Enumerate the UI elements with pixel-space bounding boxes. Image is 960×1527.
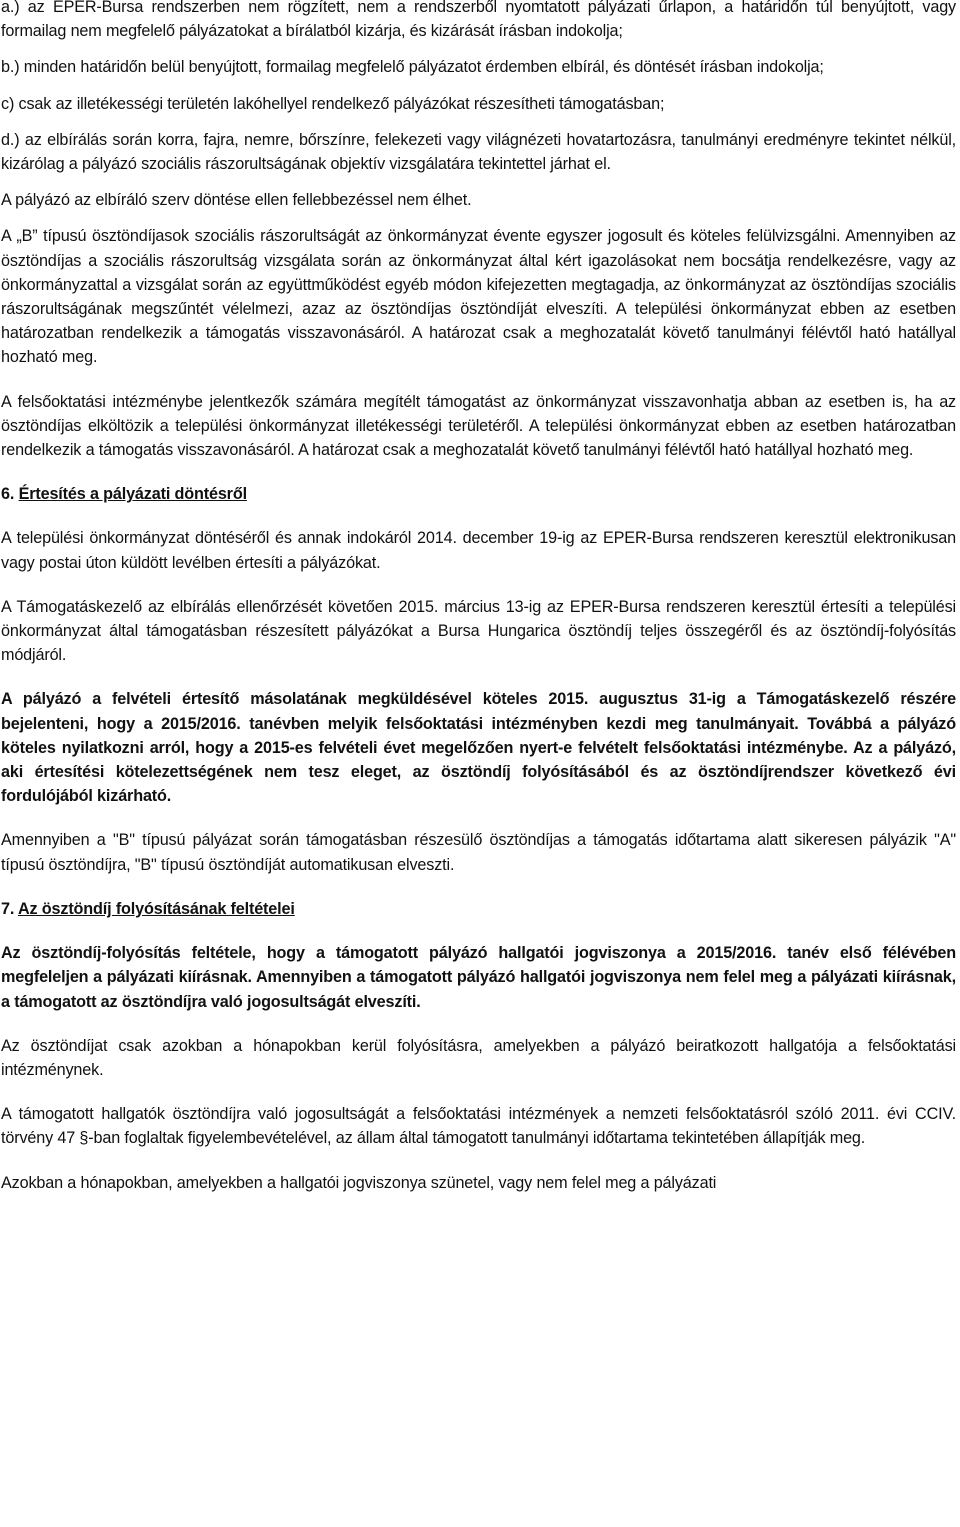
section-number-7: 7. (1, 899, 15, 918)
section-title-6: Értesítés a pályázati döntésről (18, 485, 247, 504)
paragraph-admission-notice: A pályázó a felvételi értesítő másolatának megküldésével köteles 2015. augusztus 31-ig a Támogatáskezelő részére bejelenteni, hogy a 2015/2016. tanévben melyik felsőoktatási intézményben kezdi meg tanulmányait. Továbbá a pályázó köteles nyilatkozni arról, hogy a 2015-es felvételi évet megelőzően nyert-e felvételt felsőoktatási intézménybe. Az a pályázó, aki értesítési kötelezettségének nem tesz eleget, az ösztöndíj folyósításából és az ösztöndíjrendszer következő évi fordulójából kizárható. (1, 690, 956, 806)
list-item-b: b.) minden határidőn belül benyújtott, formailag megfelelő pályázatot érdemben elbírál, és döntését írásban indokolja; (1, 58, 824, 77)
paragraph-payment-months: Az ösztöndíjat csak azokban a hónapokban kerül folyósításra, amelyekben a pályázó beiratkozott hallgatója a felsőoktatási intézménynek. (1, 1036, 956, 1079)
list-item-d: d.) az elbírálás során korra, fajra, nemre, bőrszínre, felekezeti vagy világnézeti hovatartozásra, tanulmányi eredményre tekintet nélkül, kizárólag a pályázó szociális rászorultságának objektív vizsgálatára tekintettel járhat el. (1, 130, 956, 174)
list-item-a: a.) az EPER-Bursa rendszerben nem rögzített, nem a rendszerből nyomtatott pályázati űrlapon, a határidőn túl benyújtott, vagy formailag nem megfelelő pályázatokat a bírálatból kizárja, és kizárását írásban indokolja; (1, 0, 956, 41)
paragraph-eligibility-months: A támogatott hallgatók ösztöndíjra való jogosultságát a felsőoktatási intézmények a nemzeti felsőoktatásról szóló 2011. évi CCIV. törvény 47 §-ban foglaltak figyelembevételével, az állam által támogatott tanulmányi időtartama tekintetében állapítják meg. (1, 1105, 956, 1148)
paragraph-notify-applicants: A települési önkormányzat döntéséről és annak indokáról 2014. december 19-ig az EPER-Bursa rendszeren keresztül elektronikusan vagy postai úton küldött levélben értesíti a pályázókat. (1, 529, 956, 572)
section-heading-7 (1, 897, 956, 921)
section-number-6: 6. (1, 485, 15, 504)
paragraph-suspended-months: Azokban a hónapokban, amelyekben a hallgatói jogviszonya szünetel, vagy nem felel meg a pályázati (1, 1173, 717, 1192)
paragraph-payment-condition: Az ösztöndíj-folyósítás feltétele, hogy a támogatott pályázó hallgatói jogviszonya a 2015/2016. tanév első félévében megfeleljen a pályázati kiírásnak. Amennyiben a támogatott pályázó hallgatói jogviszonya nem felel meg a pályázati kiírásnak, a támogatott az ösztöndíjra való jogosultságát elveszíti. (1, 944, 956, 1011)
paragraph-b-type-review: A „B” típusú ösztöndíjasok szociális rászorultságát az önkormányzat évente egyszer jogosult és köteles felülvizsgálni. Amennyiben az ösztöndíjas a szociális rászorultság vizsgálata során az önkormányzat által kért igazolásokat nem bocsátja rendelkezésre, vagy az önkormányzattal a vizsgálat során az együttműködést egyéb módon kifejezetten megtagadja, az önkormányzat az ösztöndíjas szociális rászorultságának megszűntét vélelmezi, azaz az ösztöndíjas ösztöndíját elveszíti. A települési önkormányzat ebben az esetben határozatban rendelkezik a támogatás visszavonásáról. A határozat csak a meghozatalát követő tanulmányi félévtől ható hatállyal hozható meg. (1, 227, 956, 367)
paragraph-higher-ed-applicants: A felsőoktatási intézménybe jelentkezők számára megítélt támogatást az önkormányzat visszavonhatja abban az esetben is, ha az ösztöndíjas elköltözik a települési önkormányzat illetékességi területéről. A települési önkormányzat ebben az esetben határozatban rendelkezik a támogatás visszavonásáról. A határozat csak a meghozatalát követő tanulmányi félévtől ható hatállyal hozható meg. (1, 392, 956, 460)
paragraph-manager-check: A Támogatáskezelő az elbírálás ellenőrzését követően 2015. március 13-ig az EPER-Bursa rendszeren keresztül értesíti a települési önkormányzat által támogatásban részesített pályázókat a Bursa Hungarica ösztöndíj teljes összegéről és az ösztöndíj-folyósítás módjáról. (1, 597, 956, 665)
section-heading-6 (1, 482, 956, 506)
paragraph-b-type-success: Amennyiben a "B" típusú pályázat során támogatásban részesülő ösztöndíjas a támogatás időtartama alatt sikeresen pályázik "A" típusú ösztöndíjra, "B" típusú ösztöndíját automatikusan elveszti. (1, 831, 956, 874)
paragraph-no-appeal: A pályázó az elbíráló szerv döntése ellen fellebbezéssel nem élhet. (1, 191, 472, 210)
section-title-7: Az ösztöndíj folyósításának feltételei (17, 899, 295, 918)
list-item-c: c) csak az illetékességi területén lakóhellyel rendelkező pályázókat részesítheti támogatásban; (1, 94, 665, 113)
